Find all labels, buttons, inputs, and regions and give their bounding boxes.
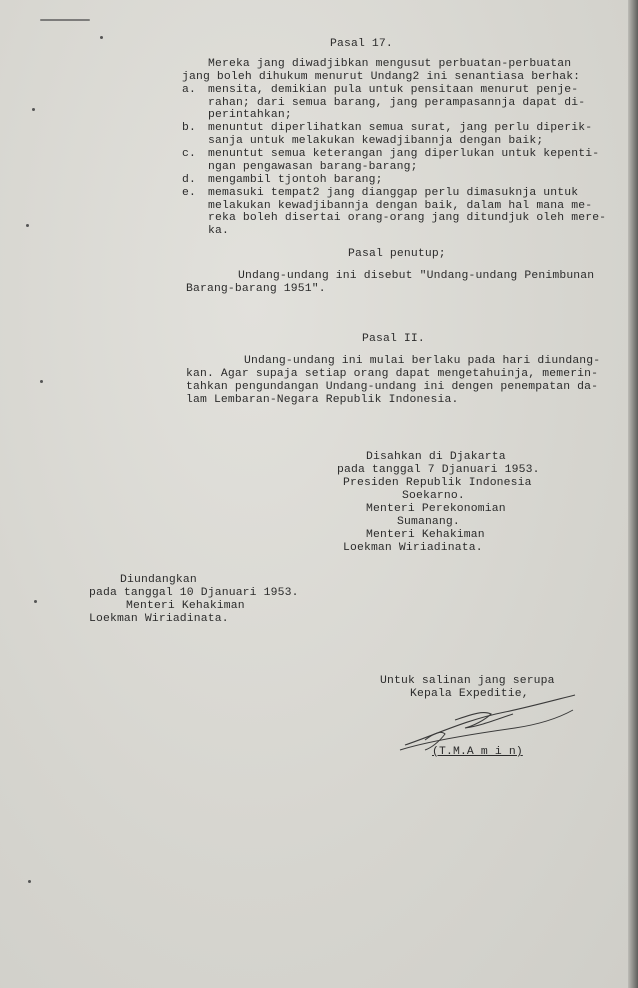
- item-marker-c: c.: [182, 148, 196, 160]
- heading-pasal-penutup: Pasal penutup;: [348, 248, 446, 260]
- item-b-line-1: menuntut diperlihatkan semua surat, jang perlu diperik-: [208, 122, 593, 134]
- salinan-line-1: Untuk salinan jang serupa: [380, 675, 555, 687]
- page-edge-shadow: [628, 0, 638, 988]
- scan-speck: [26, 224, 29, 227]
- disahkan-line-7: Menteri Kehakiman: [366, 529, 485, 541]
- diundangkan-line-4: Loekman Wiriadinata.: [89, 613, 229, 625]
- intro-line-2: jang boleh dihukum menurut Undang2 ini senantiasa berhak:: [182, 71, 581, 83]
- item-d-line-1: mengambil tjontoh barang;: [208, 174, 383, 186]
- disahkan-line-4: Soekarno.: [402, 490, 465, 502]
- item-marker-a: a.: [182, 84, 196, 96]
- disahkan-line-2: pada tanggal 7 Djanuari 1953.: [337, 464, 540, 476]
- scan-speck: [34, 600, 37, 603]
- item-c-line-1: menuntut semua keterangan jang diperlukan untuk kepenti-: [208, 148, 600, 160]
- diundangkan-line-3: Menteri Kehakiman: [126, 600, 245, 612]
- pasal-ii-line-1: Undang-undang ini mulai berlaku pada hari diundang-: [244, 355, 601, 367]
- item-b-line-2: sanja untuk melakukan kewadjibannja dengan baik;: [208, 135, 544, 147]
- disahkan-line-1: Disahkan di Djakarta: [366, 451, 506, 463]
- item-e-line-3: reka boleh disertai orang-orang jang ditundjuk oleh mere-: [208, 212, 607, 224]
- diundangkan-line-2: pada tanggal 10 Djanuari 1953.: [89, 587, 299, 599]
- item-e-line-1: memasuki tempat2 jang dianggap perlu dimasuknja untuk: [208, 187, 579, 199]
- intro-line-1: Mereka jang diwadjibkan mengusut perbuatan-perbuatan: [208, 58, 572, 70]
- item-a-line-3: perintahkan;: [208, 109, 292, 121]
- disahkan-line-3: Presiden Republik Indonesia: [343, 477, 532, 489]
- disahkan-line-6: Sumanang.: [397, 516, 460, 528]
- scan-speck: [28, 880, 31, 883]
- heading-pasal-17: Pasal 17.: [330, 38, 393, 50]
- signatory-name: (T.M.A m i n): [432, 746, 523, 758]
- item-a-line-1: mensita, demikian pula untuk pensitaan menurut penje-: [208, 84, 579, 96]
- penutup-line-2: Barang-barang 1951".: [186, 283, 326, 295]
- scan-mark: [40, 19, 90, 21]
- item-e-line-2: melakukan kewadjibannja dengan baik, dalam hal mana me-: [208, 200, 593, 212]
- item-marker-b: b.: [182, 122, 196, 134]
- salinan-line-2: Kepala Expeditie,: [410, 688, 529, 700]
- item-a-line-2: rahan; dari semua barang, jang perampasannja dapat di-: [208, 97, 586, 109]
- pasal-ii-line-3: tahkan pengundangan Undang-undang ini dengen penempatan da-: [186, 381, 599, 393]
- scan-speck: [40, 380, 43, 383]
- pasal-ii-line-2: kan. Agar supaja setiap orang dapat mengetahuinja, memerin-: [186, 368, 599, 380]
- disahkan-line-5: Menteri Perekonomian: [366, 503, 506, 515]
- penutup-line-1: Undang-undang ini disebut "Undang-undang Penimbunan: [238, 270, 595, 282]
- item-marker-d: d.: [182, 174, 196, 186]
- pasal-ii-line-4: lam Lembaran-Negara Republik Indonesia.: [186, 394, 459, 406]
- scan-speck: [100, 36, 103, 39]
- scan-speck: [32, 108, 35, 111]
- disahkan-line-8: Loekman Wiriadinata.: [343, 542, 483, 554]
- item-c-line-2: ngan pengawasan barang-barang;: [208, 161, 418, 173]
- diundangkan-line-1: Diundangkan: [120, 574, 197, 586]
- item-e-line-4: ka.: [208, 225, 229, 237]
- item-marker-e: e.: [182, 187, 196, 199]
- heading-pasal-ii: Pasal II.: [362, 333, 425, 345]
